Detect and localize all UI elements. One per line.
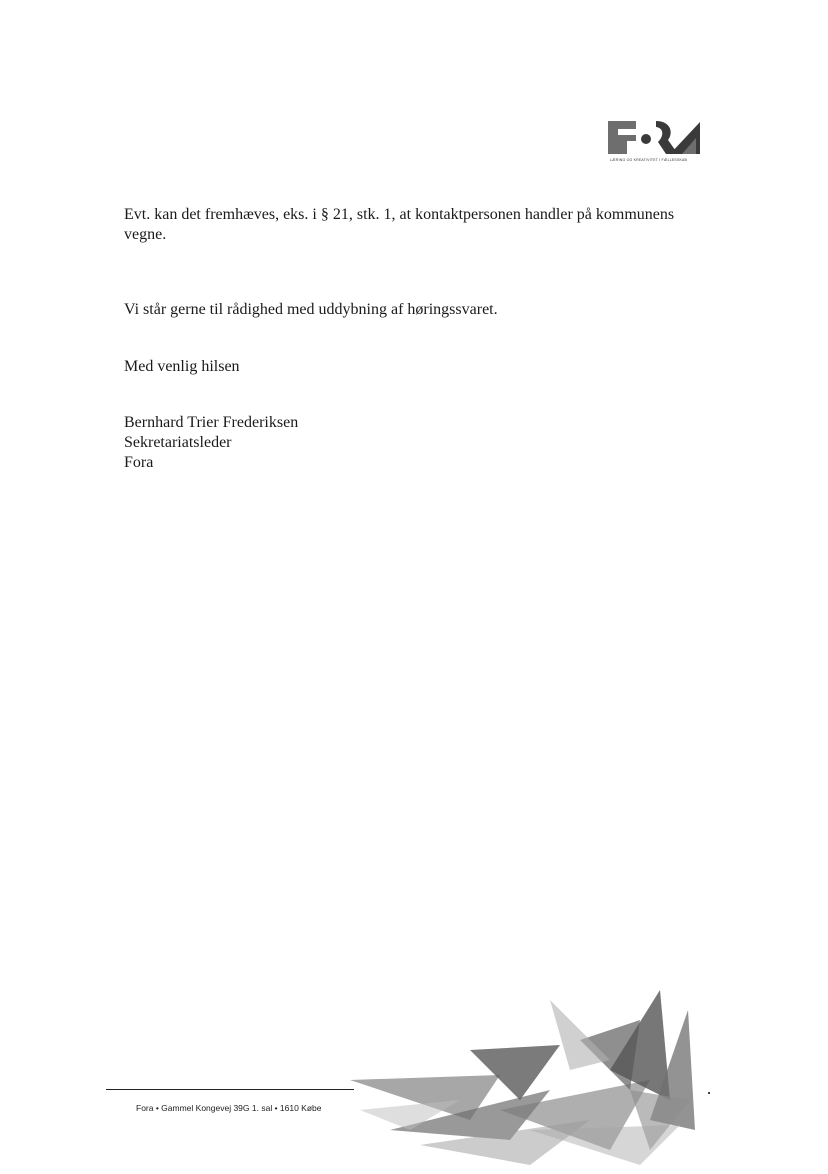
decorative-shards-icon bbox=[350, 980, 750, 1169]
footer-address: Fora • Gammel Kongevej 39G 1. sal • 1610 Købe bbox=[136, 1103, 322, 1113]
logo-tagline: LÆRING OG KREATIVITET I FÆLLESSKAB bbox=[610, 158, 688, 162]
scan-speck bbox=[708, 1092, 710, 1094]
signer-title: Sekretariatsleder bbox=[124, 434, 232, 451]
signer-organization: Fora bbox=[124, 454, 154, 471]
letter-paragraph-2: Vi står gerne til rådighed med uddybning af høringssvaret. bbox=[124, 301, 498, 318]
signature-block bbox=[124, 413, 298, 473]
decorative-shards-graphic bbox=[350, 980, 750, 1169]
letter-paragraph-1: Evt. kan det fremhæves, eks. i § 21, stk. 1, at kontaktpersonen handler på kommunens vegne. bbox=[124, 206, 675, 243]
footer-divider bbox=[106, 1089, 354, 1090]
fora-logo-mark-icon bbox=[608, 118, 704, 158]
closing-greeting: Med venlig hilsen bbox=[124, 358, 240, 375]
fora-logo bbox=[608, 118, 704, 170]
signer-name: Bernhard Trier Frederiksen bbox=[124, 414, 299, 431]
